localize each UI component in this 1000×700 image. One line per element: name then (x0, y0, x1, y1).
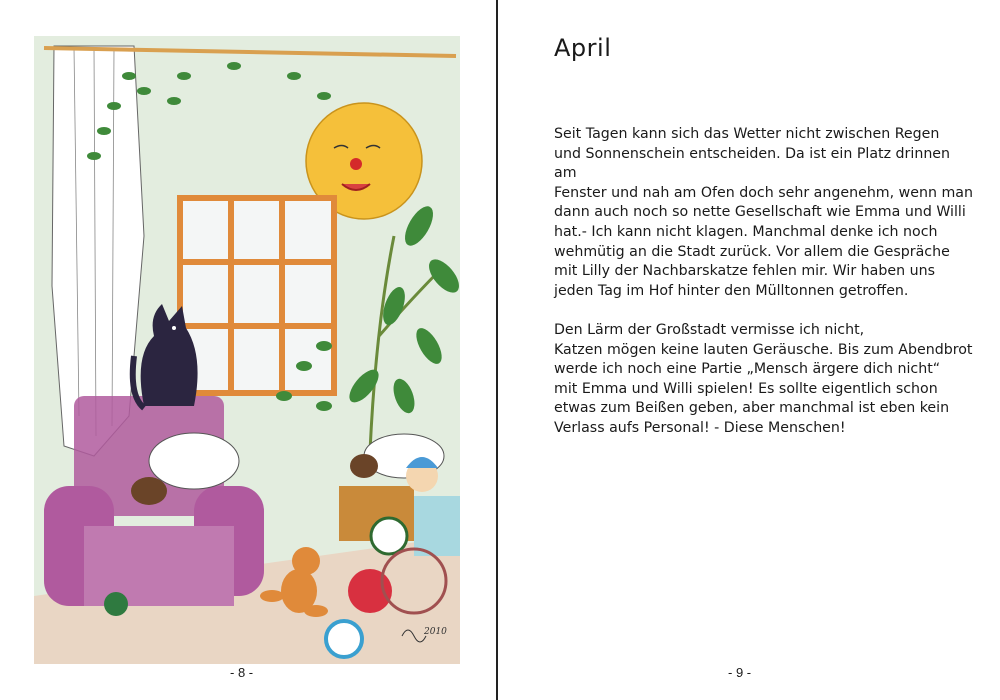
story-paragraph: Seit Tagen kann sich das Wetter nicht zwischen Regen und Sonnenschein entscheiden. Da ist ein Platz drinnen am Fenster und nah am Ofen doch sehr angenehm, wenn man dann auch noch so nette Gesellschaft wie Emma und Willi hat.- Ich kann nicht klagen. Manchmal denke ich noch wehmütig an die Stadt zurück. Vor allem die Gespräche mit Lilly der Nachbarskatze fehlen mir. Wir haben uns jeden Tag im Hof hinter den Mülltonnen getroffen. (554, 126, 973, 299)
signature-year: 2010 (424, 627, 447, 637)
right-page (498, 0, 1000, 700)
chapter-title: April (554, 34, 612, 62)
illustration-cat-in-living-room (34, 36, 460, 664)
page-number-left: - 8 - (230, 665, 254, 680)
page-number-right: - 9 - (728, 665, 752, 680)
curtain (52, 46, 144, 456)
story-paragraph: Den Lärm der Großstadt vermisse ich nicht, Katzen mögen keine lauten Geräusche. Bis zum Abendbrot werde ich noch eine Partie „Mensch ärgere dich nicht“ mit Emma und Willi spielen! Es sollte eigentlich schon etwas zum Beißen geben, aber manchmal ist eben kein Verlass aufs Personal! - Diese Menschen! (554, 321, 973, 436)
story-text (554, 125, 974, 458)
left-page (0, 0, 496, 700)
